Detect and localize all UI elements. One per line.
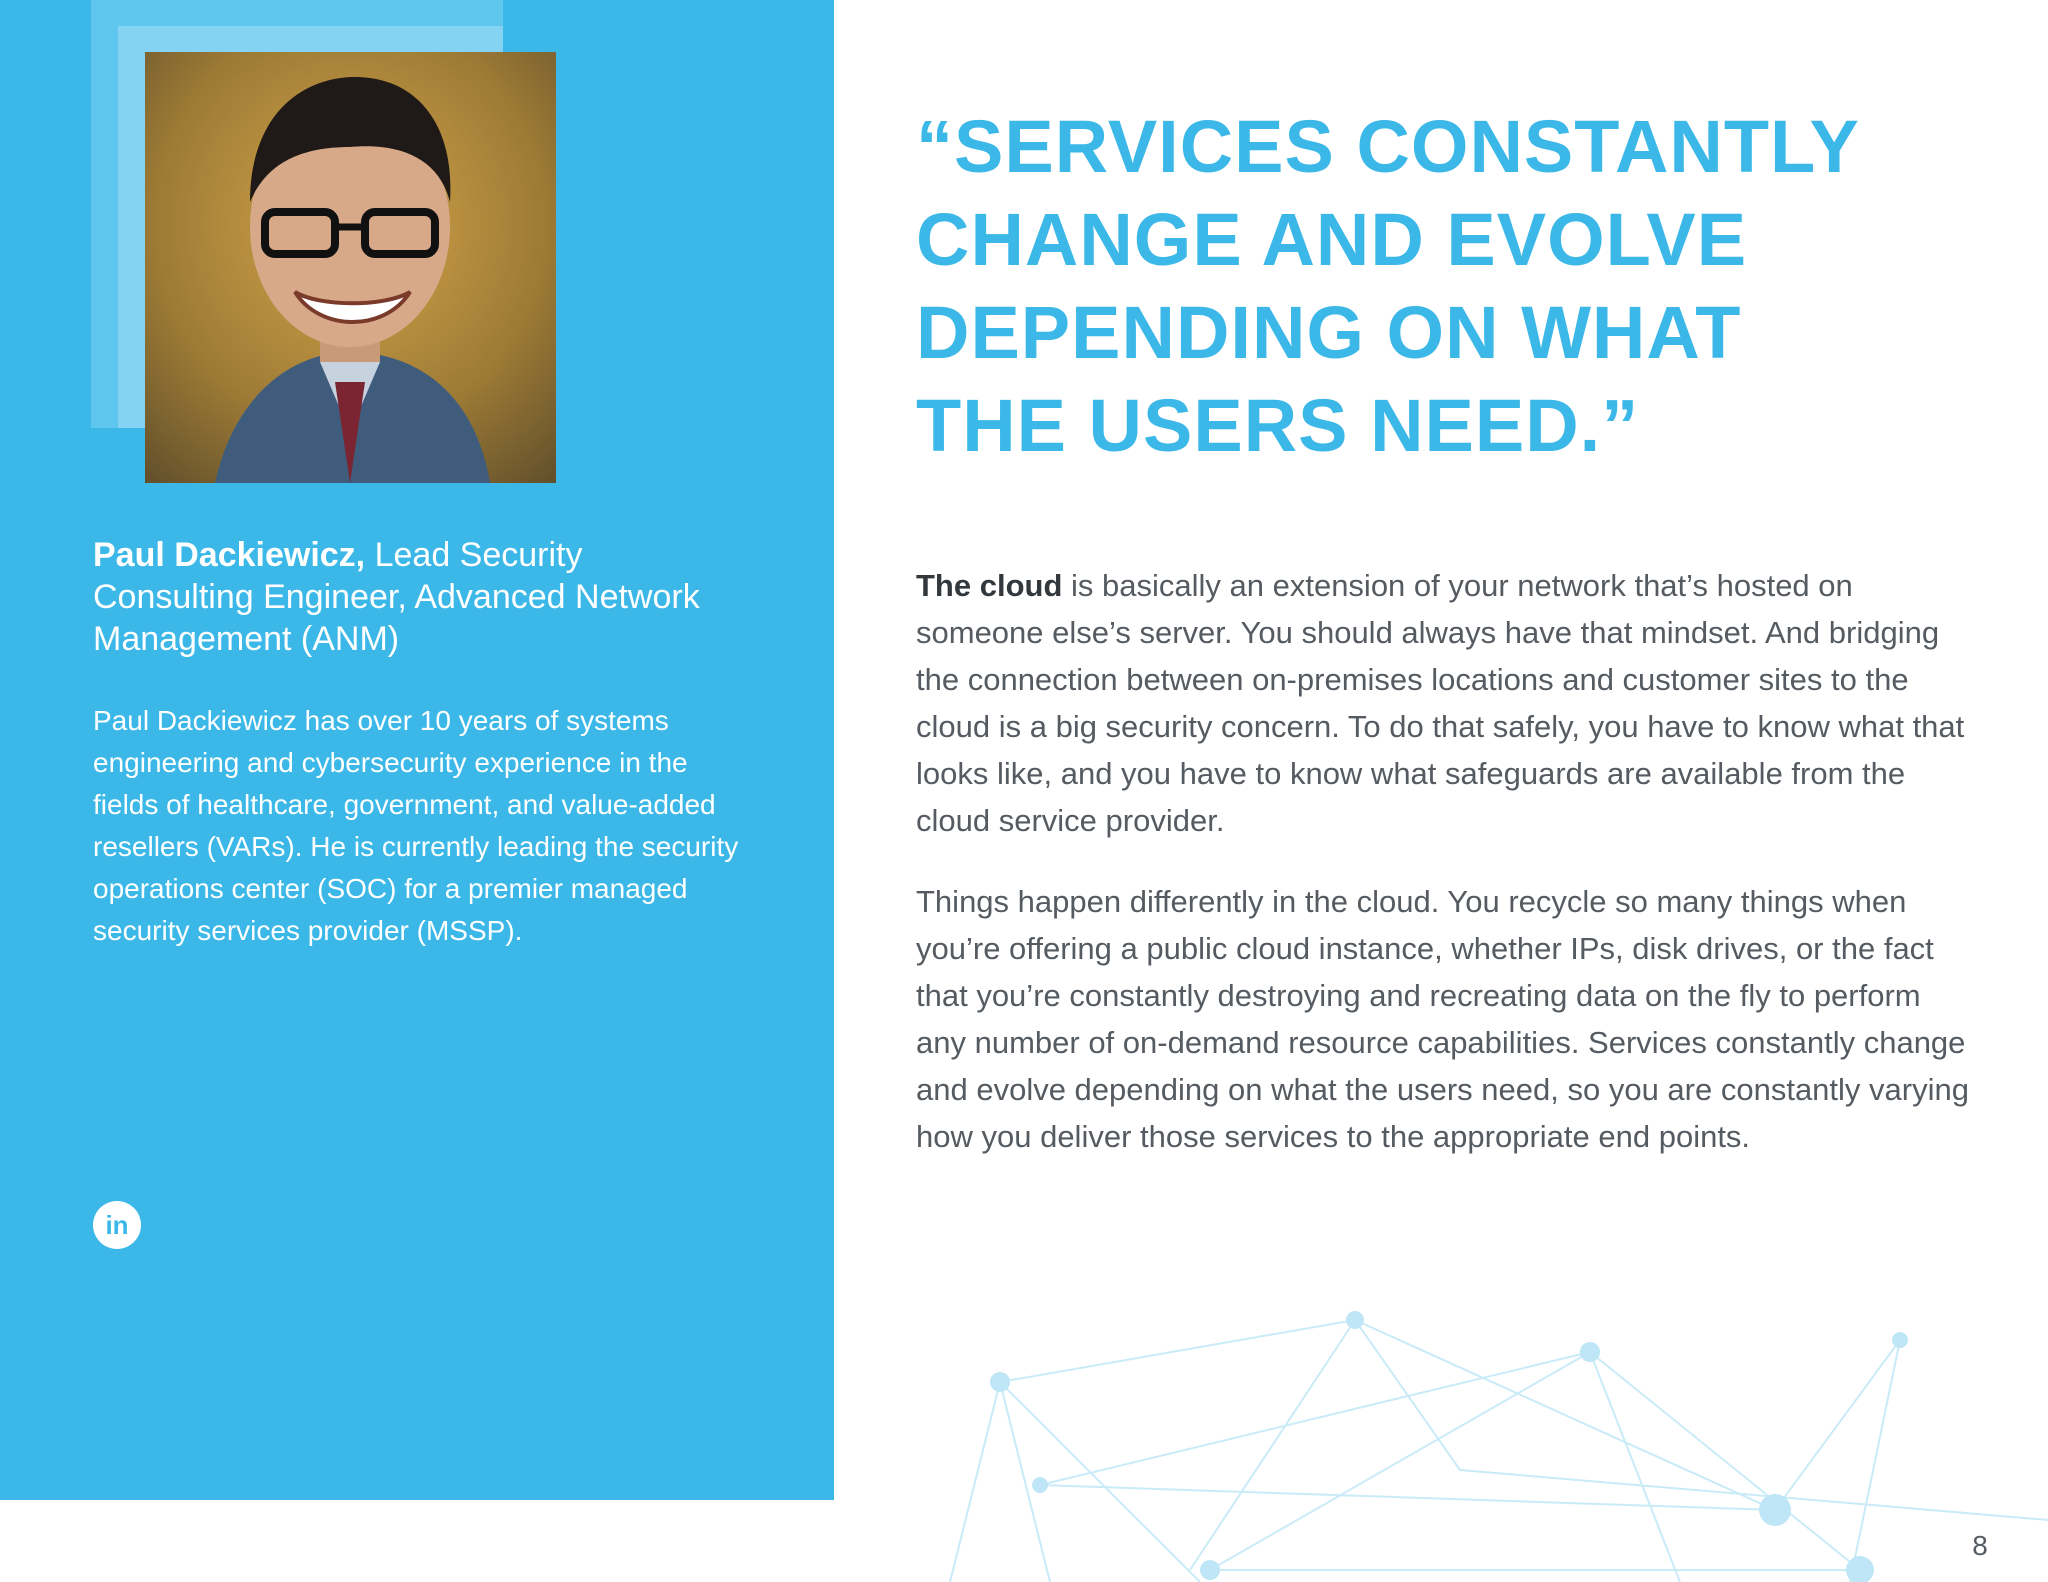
profile-title: Lead Security Consulting Engineer, Advanced Network Management (ANM) [93, 536, 700, 658]
profile-name: Paul Dackiewicz, [93, 536, 366, 574]
body-paragraph-1 [916, 562, 1976, 844]
lead-in: The cloud [916, 568, 1063, 603]
linkedin-icon[interactable]: in [93, 1201, 141, 1249]
body-paragraph-2: Things happen differently in the cloud. You recycle so many things when you’re offering a public cloud instance, whether IPs, disk drives, or the fact that you’re constantly destroying and recreating data on the fly to perform any number of on-demand resource capabilities. Services constantly change and evolve depending on what the users need, so you are constantly varying how you deliver those services to the appropriate end points. [916, 884, 1969, 1154]
quote-line: “SERVICES CONSTANTLY [916, 105, 1860, 188]
network-graphic [900, 1280, 2048, 1582]
profile-panel [0, 0, 834, 1500]
quote-line: DEPENDING ON WHAT [916, 291, 1742, 374]
profile-bio: Paul Dackiewicz has over 10 years of systems engineering and cybersecurity experience in the fields of healthcare, government, and value-added resellers (VARs). He is currently leading the security operations center (SOC) for a premier managed security services provider (MSSP). [93, 705, 739, 946]
paragraph-text: is basically an extension of your network that’s hosted on someone else’s server. You should always have that mindset. And bridging the connection between on-premises locations and customer sites to the cloud is a big security concern. To do that safely, you have to know what that looks like, and you have to know what safeguards are available from the cloud service provider. [916, 568, 1965, 838]
profile-photo [145, 52, 556, 483]
quote-line: CHANGE AND EVOLVE [916, 198, 1748, 281]
pull-quote [916, 100, 1976, 472]
page-number: 8 [1972, 1530, 1988, 1561]
profile-name-title [93, 534, 733, 660]
quote-line: THE USERS NEED.” [916, 384, 1640, 467]
